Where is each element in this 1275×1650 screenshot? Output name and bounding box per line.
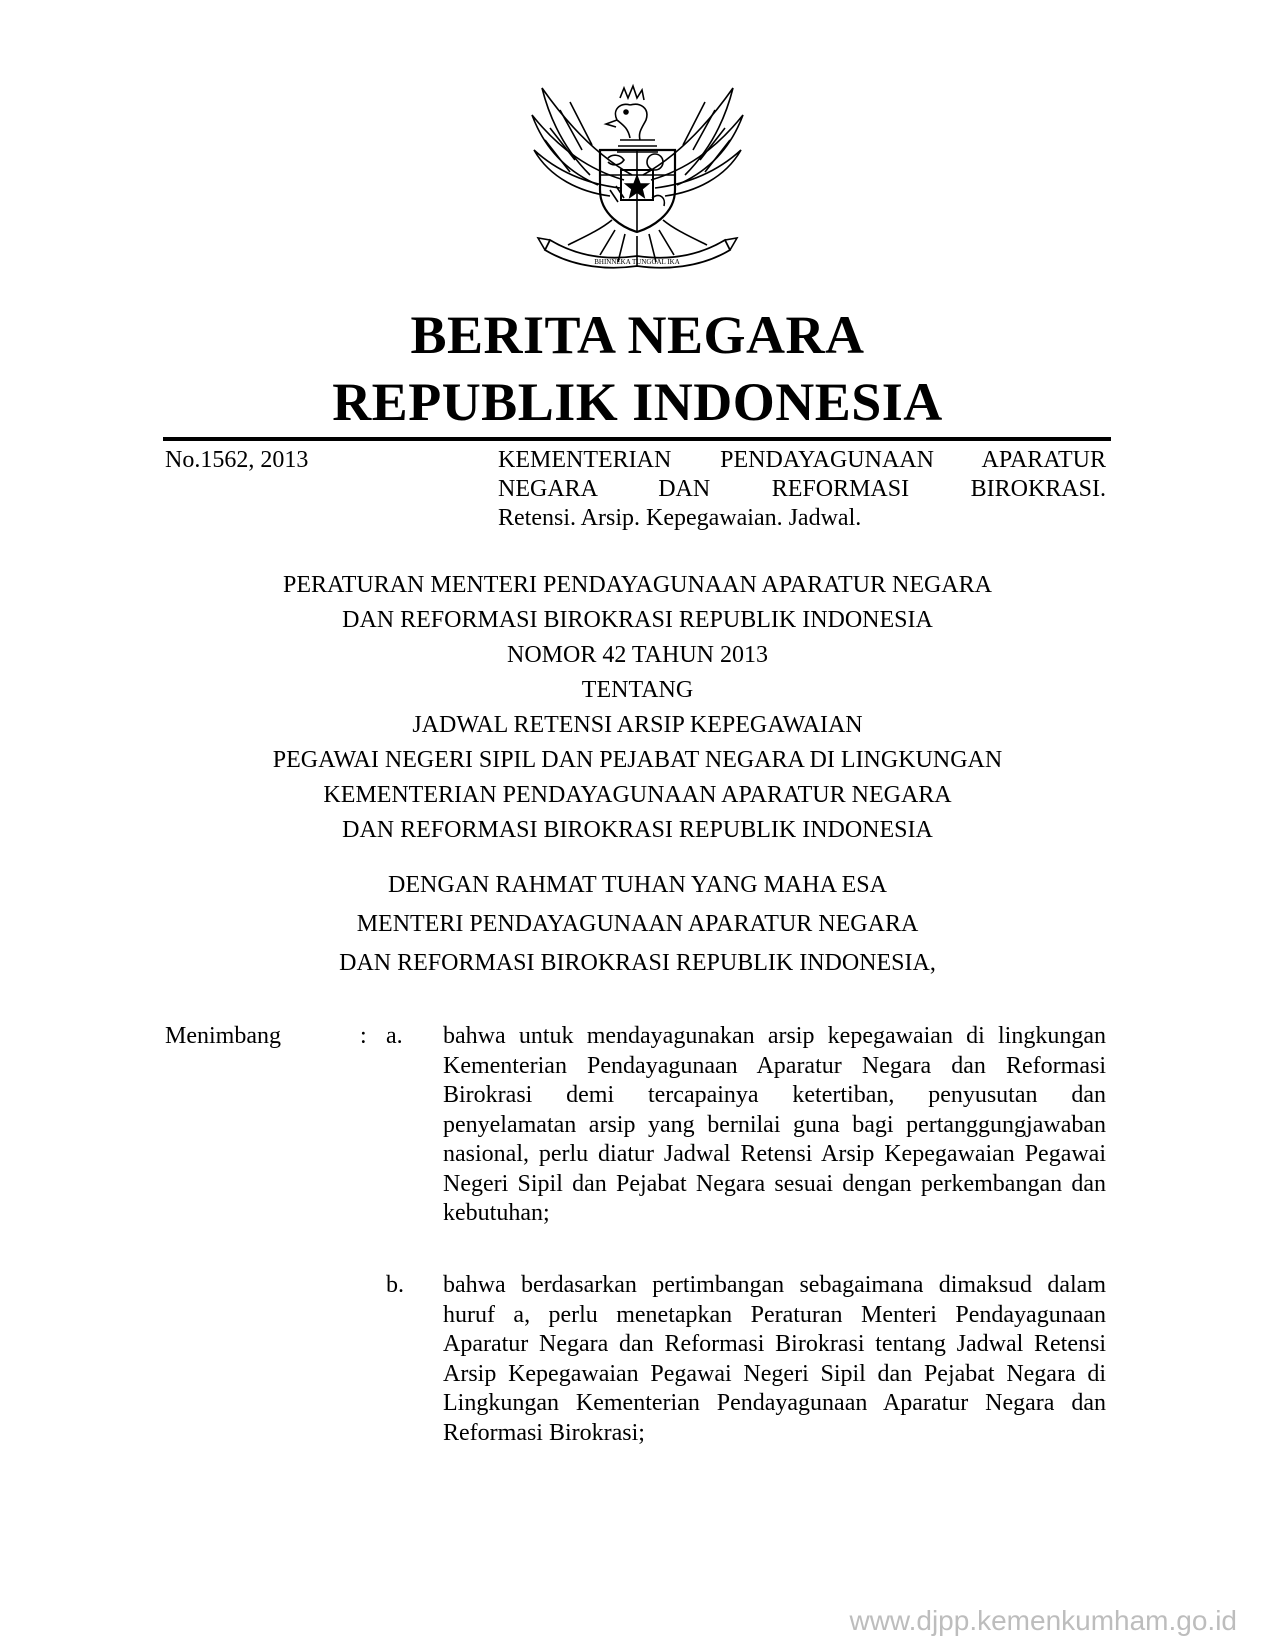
regulation-title-line: DAN REFORMASI BIROKRASI REPUBLIK INDONESIA	[342, 607, 933, 633]
emblem-motto: BHINNEKA TUNGGAL IKA	[594, 258, 680, 266]
ministry-line-2: NEGARA DAN REFORMASI BIROKRASI.	[498, 476, 1106, 502]
source-url-watermark: www.djpp.kemenkumham.go.id	[849, 1605, 1237, 1636]
ministry-line-3: Retensi. Arsip. Kepegawaian. Jadwal.	[498, 505, 862, 531]
garuda-pancasila-emblem-icon	[520, 80, 755, 280]
preamble	[165, 866, 1110, 983]
preamble-line: DENGAN RAHMAT TUHAN YANG MAHA ESA	[388, 872, 887, 898]
regulation-title-line: KEMENTERIAN PENDAYAGUNAAN APARATUR NEGARA	[323, 782, 952, 808]
document-number: No.1562, 2013	[165, 447, 309, 473]
consideration-letter-b: b.	[386, 1272, 404, 1298]
consideration-text-b: bahwa berdasarkan pertimbangan sebagaimana dimaksud dalam huruf a, perlu menetapkan Peraturan Menteri Pendayagunaan Aparatur Negara dan Reformasi Birokrasi tentang Jadwal Retensi Arsip Kepegawaian Pegawai Negeri Sipil dan Pejabat Negara di Lingkungan Kementerian Pendayagunaan Aparatur Negara dan Reformasi Birokrasi;	[443, 1272, 1106, 1446]
considerations-label: Menimbang	[165, 1023, 281, 1049]
ministry-subject	[498, 446, 1106, 533]
preamble-line: DAN REFORMASI BIROKRASI REPUBLIK INDONESIA,	[339, 950, 936, 976]
preamble-line: MENTERI PENDAYAGUNAAN APARATUR NEGARA	[356, 911, 919, 937]
consideration-text-a: bahwa untuk mendayagunakan arsip kepegawaian di lingkungan Kementerian Pendayagunaan Aparatur Negara dan Reformasi Birokrasi demi tercapainya ketertiban, penyusutan dan penyelamatan arsip yang bernilai guna bagi pertanggungjawaban nasional, perlu diatur Jadwal Retensi Arsip Kepegawaian Pegawai Negeri Sipil dan Pejabat Negara sesuai dengan perkembangan dan kebutuhan;	[443, 1023, 1106, 1226]
regulation-title-line: JADWAL RETENSI ARSIP KEPEGAWAIAN	[412, 712, 863, 738]
ministry-line-1: KEMENTERIAN PENDAYAGUNAAN APARATUR	[498, 447, 1106, 473]
masthead-title-line-1: BERITA NEGARA	[410, 305, 865, 365]
masthead-divider	[163, 437, 1111, 441]
regulation-title-line: PEGAWAI NEGERI SIPIL DAN PEJABAT NEGARA DI LINGKUNGAN	[272, 747, 1003, 773]
consideration-letter-a: a.	[386, 1023, 403, 1049]
masthead-title-line-2: REPUBLIK INDONESIA	[332, 372, 943, 432]
considerations-colon: :	[360, 1023, 367, 1049]
regulation-title	[165, 568, 1110, 848]
regulation-title-line: DAN REFORMASI BIROKRASI REPUBLIK INDONESIA	[342, 817, 933, 843]
regulation-title-line: TENTANG	[581, 677, 694, 703]
regulation-title-line: NOMOR 42 TAHUN 2013	[507, 642, 768, 668]
regulation-title-line: PERATURAN MENTERI PENDAYAGUNAAN APARATUR NEGARA	[283, 572, 992, 598]
